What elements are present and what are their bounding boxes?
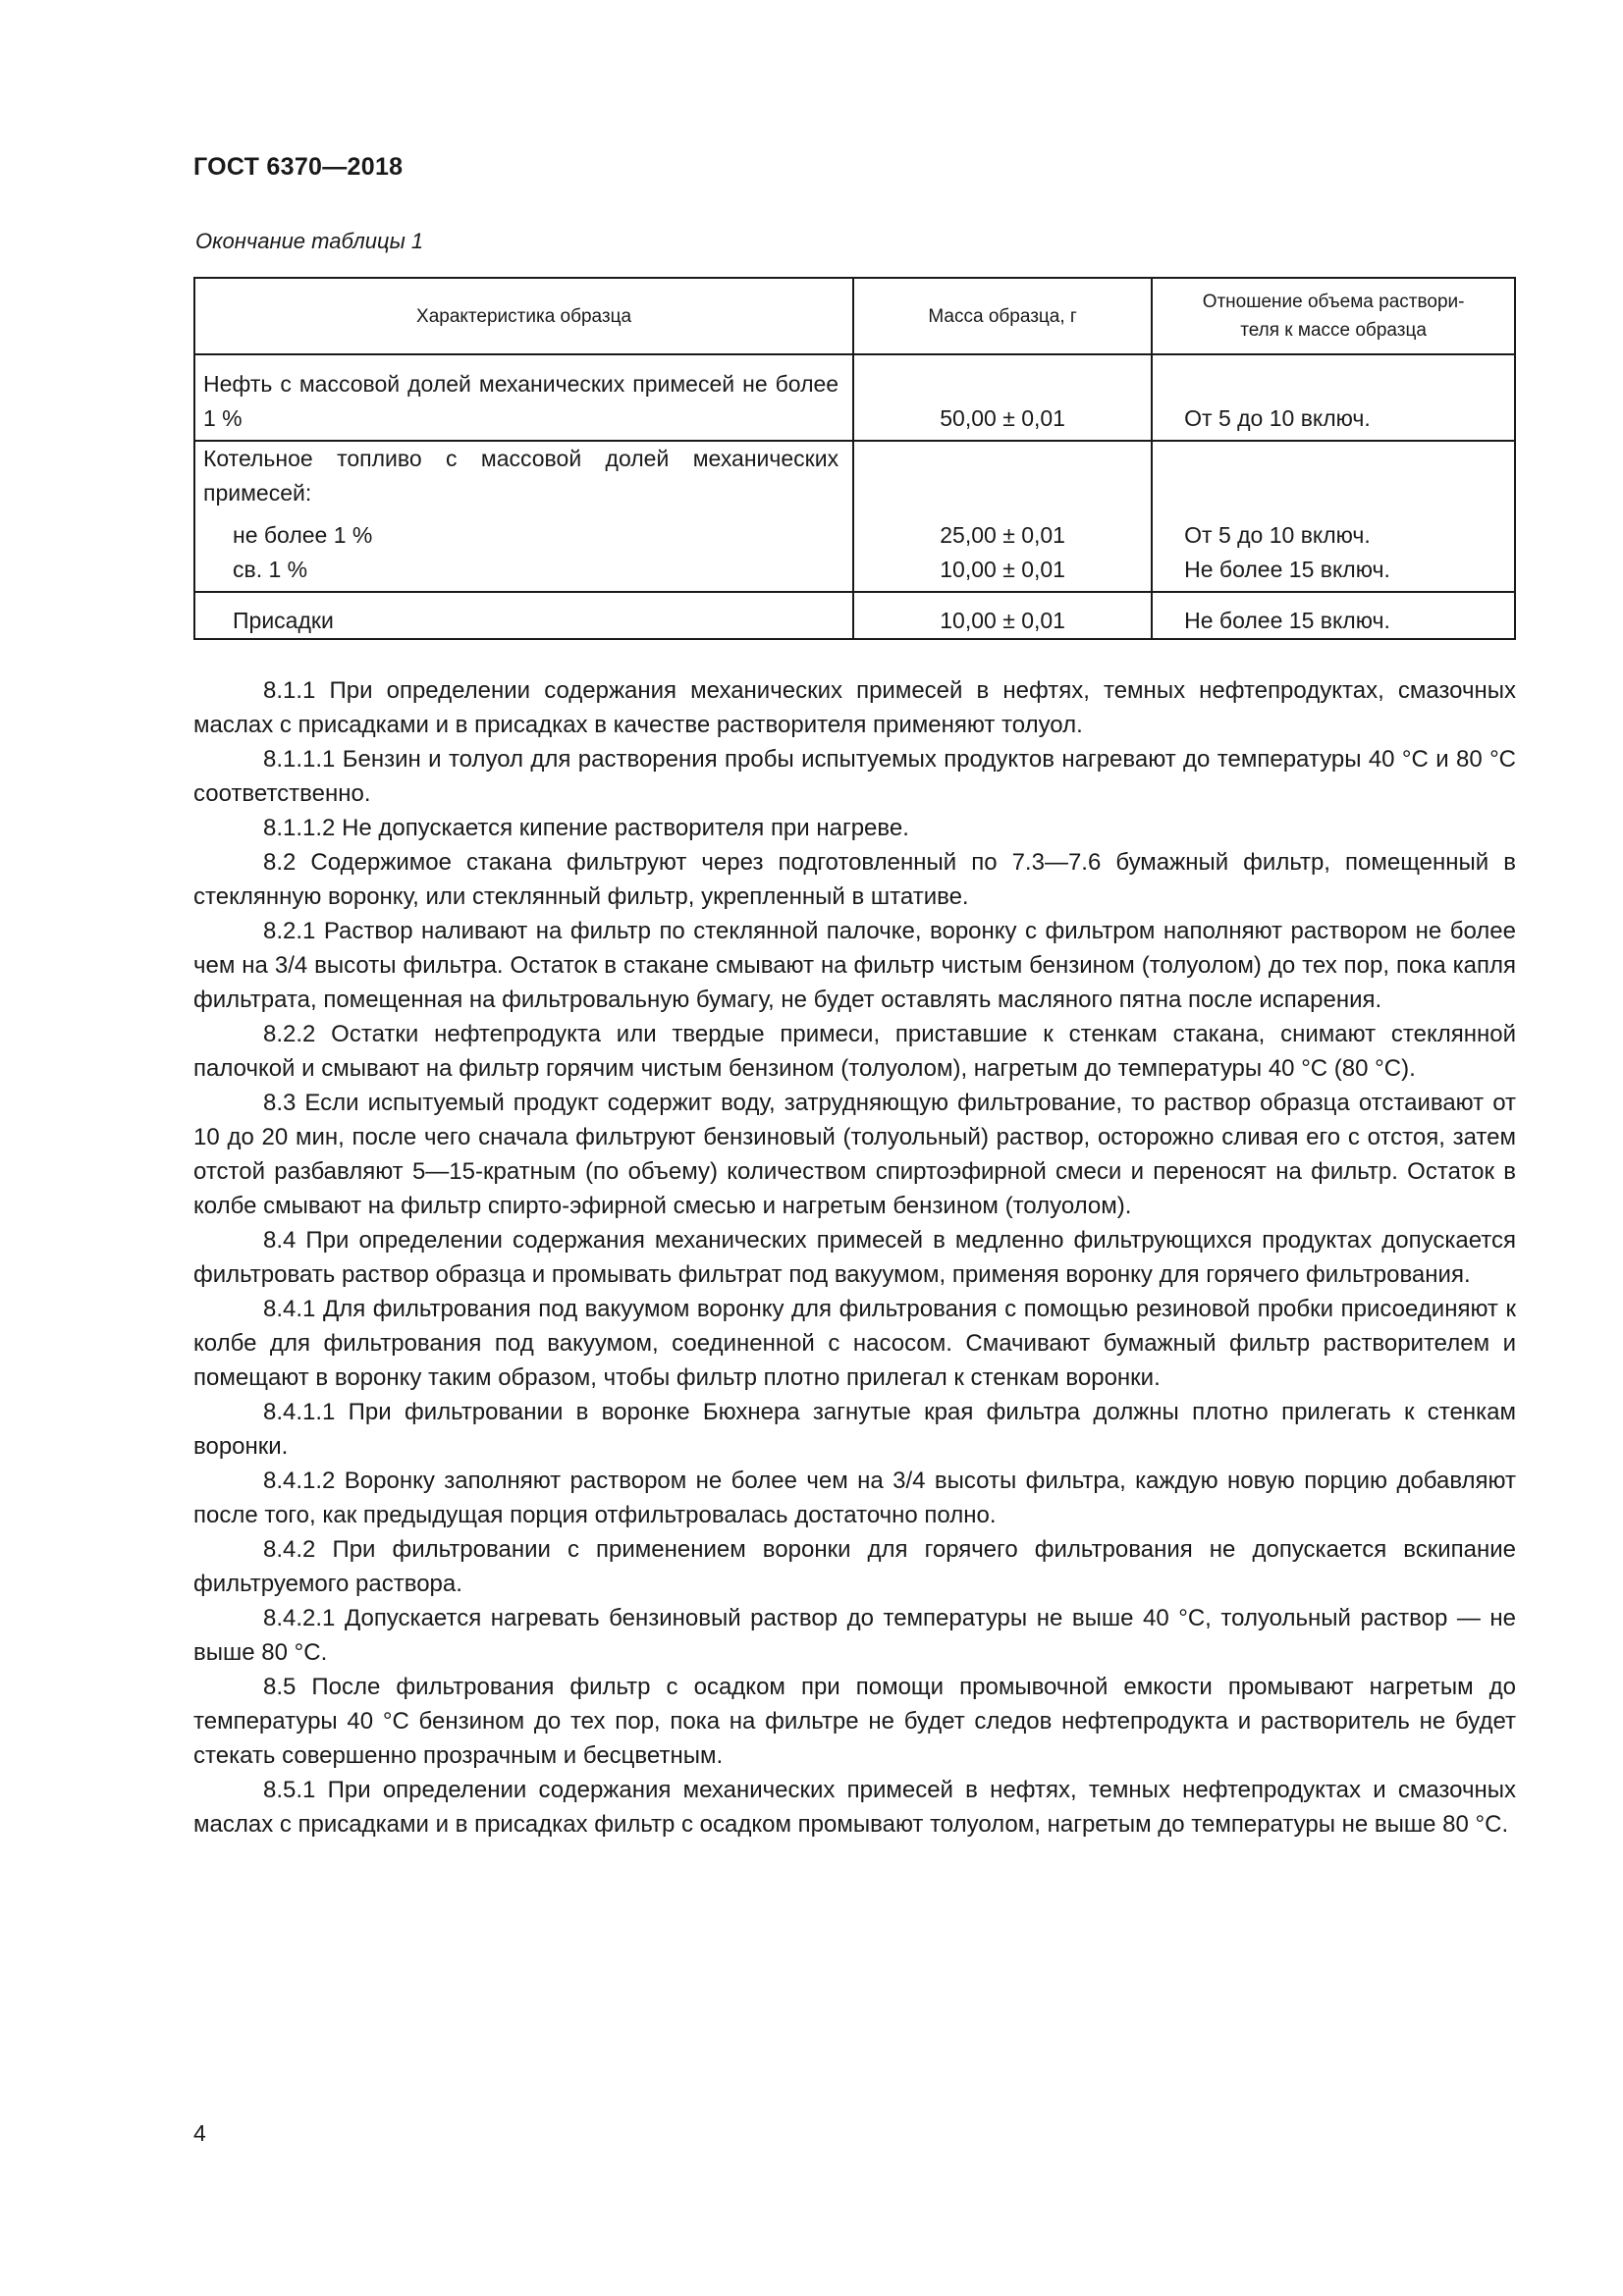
body-text <box>193 673 1516 1842</box>
header-cell-ratio: Отношение объема раствори- теля к массе образца <box>1152 278 1515 354</box>
sub-row-label: св. 1 % <box>233 557 308 582</box>
paragraph: 8.1.1 При определении содержания механических примесей в нефтях, темных нефтепродуктах, смазочных маслах с присадками и в присадках в качестве растворителя применяют толуол. <box>193 677 1516 738</box>
header-cell-characteristic: Характеристика образца <box>194 278 853 354</box>
paragraph: 8.5.1 При определении содержания механических примесей в нефтях, темных нефтепродуктах и смазочных маслах с присадками и в присадках фильтр с осадком промывают толуолом, нагретым до температуры не выше 80 °С. <box>193 1777 1516 1838</box>
sub-row-mass: 10,00 ± 0,01 <box>940 557 1065 582</box>
paragraph: 8.4.1.1 При фильтровании в воронке Бюхнера загнутые края фильтра должны плотно прилегать к стенкам воронки. <box>193 1399 1516 1460</box>
paragraph: 8.2.2 Остатки нефтепродукта или твердые примеси, приставшие к стенкам стакана, снимают стеклянной палочкой и смывают на фильтр горячим чистым бензином (толуолом), нагретым до температуры 40 °С (80 °С). <box>193 1021 1516 1082</box>
table-row <box>194 354 1515 441</box>
table-header-row <box>194 278 1515 354</box>
paragraph: 8.4.2 При фильтровании с применением воронки для горячего фильтрования не допускается вскипание фильтруемого раствора. <box>193 1536 1516 1597</box>
paragraph: 8.4.2.1 Допускается нагревать бензиновый раствор до температуры не выше 40 °С, толуольный раствор — не выше 80 °С. <box>193 1605 1516 1666</box>
sub-row-mass: 25,00 ± 0,01 <box>940 522 1065 548</box>
cell-characteristic: Нефть с массовой долей механических примесей не более 1 % <box>194 354 853 441</box>
paragraph: 8.5 После фильтрования фильтр с осадком при помощи промывочной емкости промывают нагретым до температуры 40 °С бензином до тех пор, пока на фильтре не будет следов нефтепродукта и растворитель не будет стекать совершенно прозрачным и бесцветным. <box>193 1674 1516 1769</box>
sub-row-ratio: Не более 15 включ. <box>1184 557 1390 582</box>
table-row <box>194 441 1515 592</box>
paragraph: 8.4.1.2 Воронку заполняют раствором не более чем на 3/4 высоты фильтра, каждую новую порцию добавляют после того, как предыдущая порция отфильтровалась достаточно полно. <box>193 1468 1516 1528</box>
group-label: Котельное топливо с массовой долей механических примесей: <box>203 446 839 506</box>
table-caption: Окончание таблицы 1 <box>195 229 424 253</box>
paragraph: 8.1.1.1 Бензин и толуол для растворения пробы испытуемых продуктов нагревают до температуры 40 °С и 80 °С соответственно. <box>193 746 1516 807</box>
cell-mass <box>853 441 1152 592</box>
paragraph: 8.2 Содержимое стакана фильтруют через подготовленный по 7.3—7.6 бумажный фильтр, помещенный в стеклянную воронку, или стеклянный фильтр, укрепленный в штативе. <box>193 849 1516 910</box>
cell-ratio: От 5 до 10 включ. <box>1152 354 1515 441</box>
paragraph: 8.3 Если испытуемый продукт содержит воду, затрудняющую фильтрование, то раствор образца отстаивают от 10 до 20 мин, после чего сначала фильтруют бензиновый (толуольный) раствор, осторожно сливая его с отстоя, затем отстой разбавляют 5—15-кратным (по объему) количеством спиртоэфирной смеси и переносят на фильтр. Остаток в колбе смывают на фильтр спирто-эфирной смесью и нагретым бензином (толуолом). <box>193 1090 1516 1219</box>
cell-characteristic <box>194 441 853 592</box>
paragraph: 8.4 При определении содержания механических примесей в медленно фильтрующихся продуктах допускается фильтровать раствор образца и промывать фильтрат под вакуумом, применяя воронку для горячего фильтрования. <box>193 1227 1516 1288</box>
header-cell-mass: Масса образца, г <box>853 278 1152 354</box>
sub-row-ratio: От 5 до 10 включ. <box>1184 522 1371 548</box>
cell-mass: 50,00 ± 0,01 <box>853 354 1152 441</box>
cell-characteristic: Присадки <box>194 592 853 639</box>
data-table <box>193 277 1516 640</box>
paragraph: 8.2.1 Раствор наливают на фильтр по стеклянной палочке, воронку с фильтром наполняют раствором не более чем на 3/4 высоты фильтра. Остаток в стакане смывают на фильтр чистым бензином (толуолом) до тех пор, пока капля фильтрата, помещенная на фильтровальную бумагу, не будет оставлять масляного пятна после испарения. <box>193 918 1516 1013</box>
sub-row-label: не более 1 % <box>233 522 373 548</box>
cell-mass: 10,00 ± 0,01 <box>853 592 1152 639</box>
cell-ratio: Не более 15 включ. <box>1152 592 1515 639</box>
paragraph: 8.4.1 Для фильтрования под вакуумом воронку для фильтрования с помощью резиновой пробки присоединяют к колбе для фильтрования под вакуумом, соединенной с насосом. Смачивают бумажный фильтр растворителем и помещают в воронку таким образом, чтобы фильтр плотно прилегал к стенкам воронки. <box>193 1296 1516 1391</box>
page-number: 4 <box>193 2120 206 2146</box>
document-code: ГОСТ 6370—2018 <box>193 153 404 181</box>
cell-ratio <box>1152 441 1515 592</box>
paragraph: 8.1.1.2 Не допускается кипение растворителя при нагреве. <box>263 815 909 841</box>
table-row <box>194 592 1515 639</box>
